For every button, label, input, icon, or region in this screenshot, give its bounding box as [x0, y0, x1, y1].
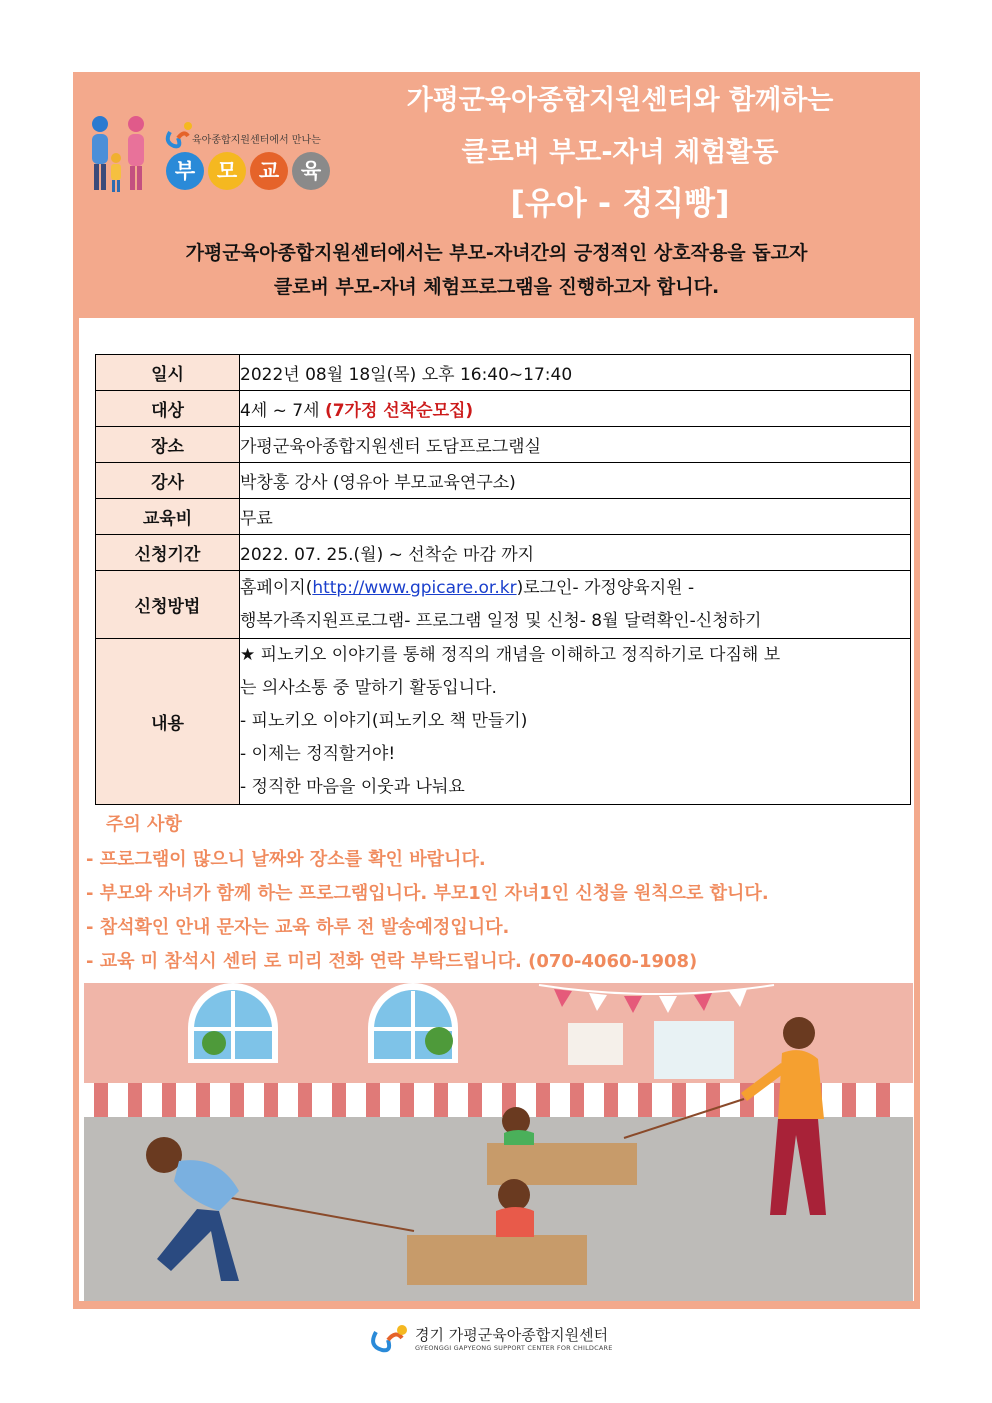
- method-line-1: [240, 572, 910, 605]
- logo-char-3: 교: [250, 152, 288, 190]
- table-row: [96, 499, 911, 535]
- fee-value: 무료: [240, 499, 911, 535]
- period-value: 2022. 07. 25.(월) ~ 선착순 마감 까지: [240, 535, 911, 571]
- table-row: [96, 463, 911, 499]
- content-line-2: 는 의사소통 중 말하기 활동입니다.: [240, 678, 497, 698]
- homepage-link[interactable]: http://www.gpicare.or.kr: [312, 577, 517, 598]
- table-row: [96, 391, 911, 427]
- method-label: 신청방법: [96, 571, 240, 639]
- date-value: 2022년 08월 18일(목) 오후 16:40~17:40: [240, 355, 911, 391]
- intro-line-2: 클로버 부모-자녀 체험프로그램을 진행하고자 합니다.: [273, 276, 720, 298]
- target-value: 4세 ~ 7세: [240, 401, 320, 421]
- place-label: 장소: [96, 427, 240, 463]
- date-label: 일시: [96, 355, 240, 391]
- logo-char-4: 육: [292, 152, 330, 190]
- title-line-3: [유아 - 정직빵]: [510, 184, 730, 222]
- table-row: [96, 535, 911, 571]
- family-play-illustration: [84, 983, 913, 1301]
- table-row: [96, 639, 911, 805]
- lecturer-value: 박창홍 강사 (영유아 부모교육연구소): [240, 463, 911, 499]
- period-label: 신청기간: [96, 535, 240, 571]
- notice-item-2: - 부모와 자녀가 함께 하는 프로그램입니다. 부모1인 자녀1인 신청을 원칙으로 합니다.: [86, 883, 769, 904]
- notice-item-1: - 프로그램이 많으니 날짜와 장소를 확인 바랍니다.: [86, 849, 486, 870]
- logo-caption: 육아종합지원센터에서 만나는: [192, 135, 321, 146]
- content-label: 내용: [96, 639, 240, 805]
- logo-char-2: 모: [208, 152, 246, 190]
- center-logo-icon: [373, 1325, 407, 1350]
- table-row: [96, 355, 911, 391]
- content-line-1: ★ 피노키오 이야기를 통해 정직의 개념을 이해하고 정직하기로 다짐해 보: [240, 645, 781, 665]
- family-icon: [92, 116, 144, 192]
- title-line-2: 클로버 부모-자녀 체험활동: [461, 137, 779, 168]
- notice-item-4: - 교육 미 참석시 센터 로 미리 전화 연락 부탁드립니다. (070-4060-1908): [86, 951, 698, 972]
- intro-line-1: 가평군육아종합지원센터에서는 부모-자녀간의 긍정적인 상호작용을 돕고자: [185, 242, 808, 264]
- logo-char-1: 부: [166, 152, 204, 190]
- content-line-5: - 정직한 마음을 이웃과 나눠요: [240, 777, 465, 797]
- target-note: (7가정 선착순모집): [324, 401, 474, 421]
- content-line-3: - 피노키오 이야기(피노키오 책 만들기): [240, 711, 528, 731]
- table-row: [96, 427, 911, 463]
- method-prefix: 홈페이지(: [240, 577, 313, 598]
- place-value: 가평군육아종합지원센터 도담프로그램실: [240, 427, 911, 463]
- program-info-table: [95, 354, 911, 805]
- method-line-2: 행복가족지원프로그램- 프로그램 일정 및 신청- 8월 달력확인-신청하기: [240, 610, 762, 631]
- title-line-1: 가평군육아종합지원센터와 함께하는: [406, 85, 834, 116]
- content-line-4: - 이제는 정직할거야!: [240, 744, 396, 764]
- method-suffix: )로그인- 가정양육지원 -: [516, 577, 695, 598]
- fee-label: 교육비: [96, 499, 240, 535]
- lecturer-label: 강사: [96, 463, 240, 499]
- footer-center-name: 경기 가평군육아종합지원센터: [415, 1326, 609, 1344]
- notice-title: 주의 사항: [106, 814, 182, 835]
- table-row: [96, 571, 911, 639]
- target-label: 대상: [96, 391, 240, 427]
- center-logo-icon: [168, 122, 192, 146]
- footer-center-english: GYEONGGI GAPYEONG SUPPORT CENTER FOR CHILDCARE: [415, 1344, 613, 1352]
- notice-item-3: - 참석확인 안내 문자는 교육 하루 전 발송예정입니다.: [86, 917, 510, 938]
